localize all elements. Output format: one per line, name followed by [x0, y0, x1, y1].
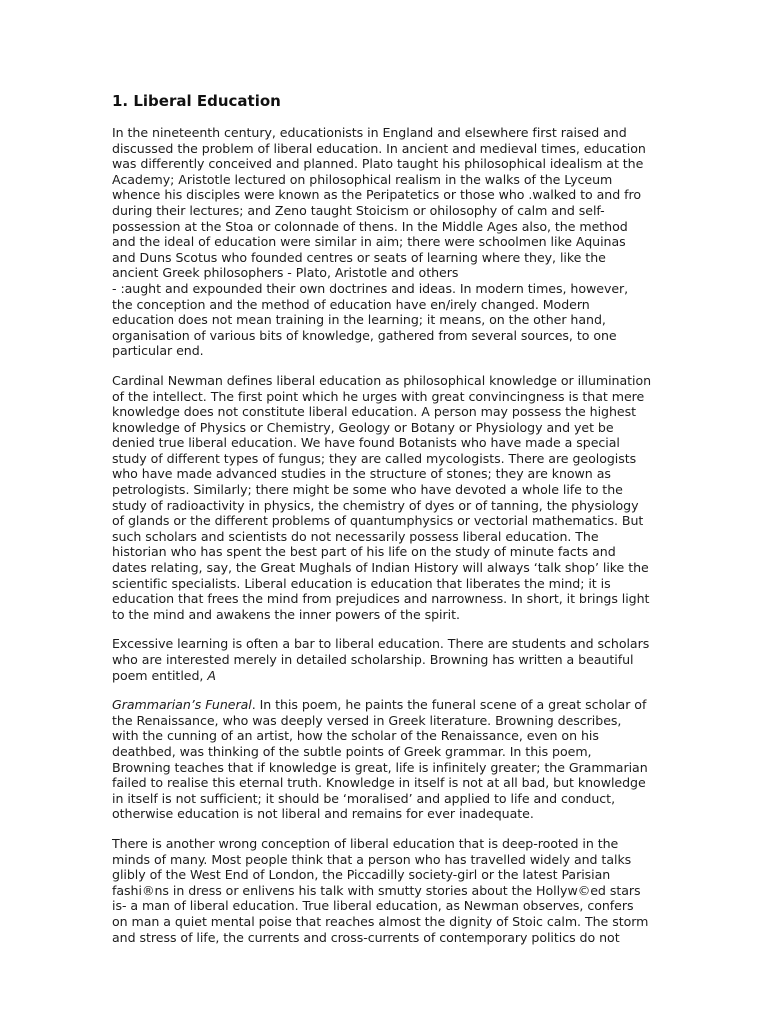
- text-line: who are interested merely in detailed scholarship. Browning has written a beautiful: [112, 652, 634, 667]
- text-line: who have made advanced studies in the structure of stones; they are known as: [112, 466, 611, 482]
- text-line: minds of many. Most people think that a person who has travelled widely and talks: [112, 851, 632, 867]
- text-line: in itself is not sufficient; it should be ‘moralised’ and applied to life and conduct,: [112, 790, 616, 806]
- text-line: glibly of the West End of London, the Piccadilly society-girl or the latest Parisian: [112, 867, 611, 883]
- text-line: [112, 668, 657, 684]
- italic-text-run: Grammarian’s Funeral: [112, 697, 252, 713]
- text-line: fashi®ns in dress or enlivens his talk with smutty stories about the Hollyw©ed stars: [112, 882, 641, 898]
- italic-text-run: A: [207, 667, 216, 683]
- paragraph-5: [112, 836, 657, 945]
- paragraph-4: [112, 697, 657, 822]
- paragraph-1: [112, 125, 657, 359]
- text-line: failed to realise this eternal truth. Knowledge in itself is not at all bad, but knowledge: [112, 775, 646, 791]
- document-title: 1. Liberal Education: [112, 92, 281, 110]
- text-line: discussed the problem of liberal education. In ancient and medieval times, education: [112, 140, 646, 156]
- text-line: - :aught and expounded their own doctrines and ideas. In modern times, however,: [112, 280, 629, 296]
- text-line: during their lectures; and Zeno taught Stoicism or ohilosophy of calm and self-: [112, 202, 605, 218]
- text-line: knowledge of Physics or Chemistry, Geology or Botany or Physiology and yet be: [112, 419, 614, 435]
- text-line: education does not mean training in the learning; it means, on the other hand,: [112, 312, 606, 328]
- text-line: and stress of life, the currents and cross-currents of contemporary politics do not: [112, 929, 620, 945]
- text-line: is- a man of liberal education. True liberal education, as Newman observes, confers: [112, 898, 634, 914]
- text-line: whence his disciples were known as the Peripatetics or those who .walked to and fro: [112, 187, 641, 203]
- text-line: to the mind and awakens the inner powers of the spirit.: [112, 606, 460, 622]
- text-line: ancient Greek philosophers - Plato, Aristotle and others: [112, 265, 459, 281]
- text-line: the Renaissance, who was deeply versed in Greek literature. Browning describes,: [112, 712, 622, 728]
- text-line: such scholars and scientists do not necessarily possess liberal education. The: [112, 528, 599, 544]
- text-line: education that frees the mind from prejudices and narrowness. In short, it brings light: [112, 591, 650, 607]
- text-line: organisation of various bits of knowledge, gathered from several sources, to one: [112, 327, 617, 343]
- text-line: and Duns Scotus who founded centres or seats of learning where they, like the: [112, 249, 606, 265]
- text-line: the conception and the method of education have en/irely changed. Modern: [112, 296, 590, 312]
- text-line: of the intellect. The first point which he urges with great convincingness is that mere: [112, 388, 645, 404]
- text-line: possession at the Stoa or colonnade of thens. In the Middle Ages also, the method: [112, 218, 628, 234]
- text-line: and the ideal of education were similar in aim; there were schoolmen like Aquinas: [112, 234, 626, 250]
- text-line: denied true liberal education. We have found Botanists who have made a special: [112, 435, 620, 451]
- text-line: Browning teaches that if knowledge is great, life is infinitely greater; the Grammarian: [112, 759, 648, 775]
- text-run: . In this poem, he paints the funeral scene of a great scholar of: [251, 697, 647, 713]
- text-line: [112, 697, 657, 713]
- text-line: Academy; Aristotle lectured on philosophical realism in the walks of the Lyceum: [112, 171, 613, 187]
- text-line: particular end.: [112, 343, 204, 359]
- text-line: knowledge does not constitute liberal education. A person may possess the highest: [112, 404, 637, 420]
- text-line: otherwise education is not liberal and remains for ever inadequate.: [112, 806, 534, 822]
- text-line: study of different types of fungus; they are called mycologists. There are geologists: [112, 450, 637, 466]
- text-line: historian who has spent the best part of his life on the study of minute facts and: [112, 544, 616, 560]
- text-line: scientific specialists. Liberal education is education that liberates the mind; it is: [112, 575, 611, 591]
- text-line: on man a quiet mental poise that reaches almost the dignity of Stoic calm. The storm: [112, 913, 649, 929]
- document-page: [112, 91, 657, 959]
- text-line: study of radioactivity in physics, the chemistry of dyes or of tanning, the physiology: [112, 497, 639, 513]
- text-line: deathbed, was thinking of the subtle points of Greek grammar. In this poem,: [112, 743, 592, 759]
- text-line: dates relating, say, the Great Mughals of Indian History will always ‘talk shop’ like the: [112, 560, 649, 576]
- text-line: with the cunning of an artist, how the scholar of the Renaissance, even on his: [112, 728, 599, 744]
- text-line: There is another wrong conception of liberal education that is deep-rooted in the: [112, 835, 619, 851]
- text-line: Cardinal Newman defines liberal education as philosophical knowledge or illumination: [112, 372, 652, 388]
- text-line: petrologists. Similarly; there might be some who have devoted a whole life to the: [112, 482, 623, 498]
- paragraph-2: [112, 373, 657, 623]
- text-line: was differently conceived and planned. Plato taught his philosophical idealism at the: [112, 156, 644, 172]
- text-line: of glands or the different problems of quantumphysics or vectorial mathematics. But: [112, 513, 644, 529]
- paragraph-3: [112, 636, 657, 683]
- text-run: poem entitled,: [112, 667, 208, 683]
- text-line: Excessive learning is often a bar to liberal education. There are students and scholars: [112, 636, 650, 652]
- text-line: In the nineteenth century, educationists in England and elsewhere first raised and: [112, 125, 627, 140]
